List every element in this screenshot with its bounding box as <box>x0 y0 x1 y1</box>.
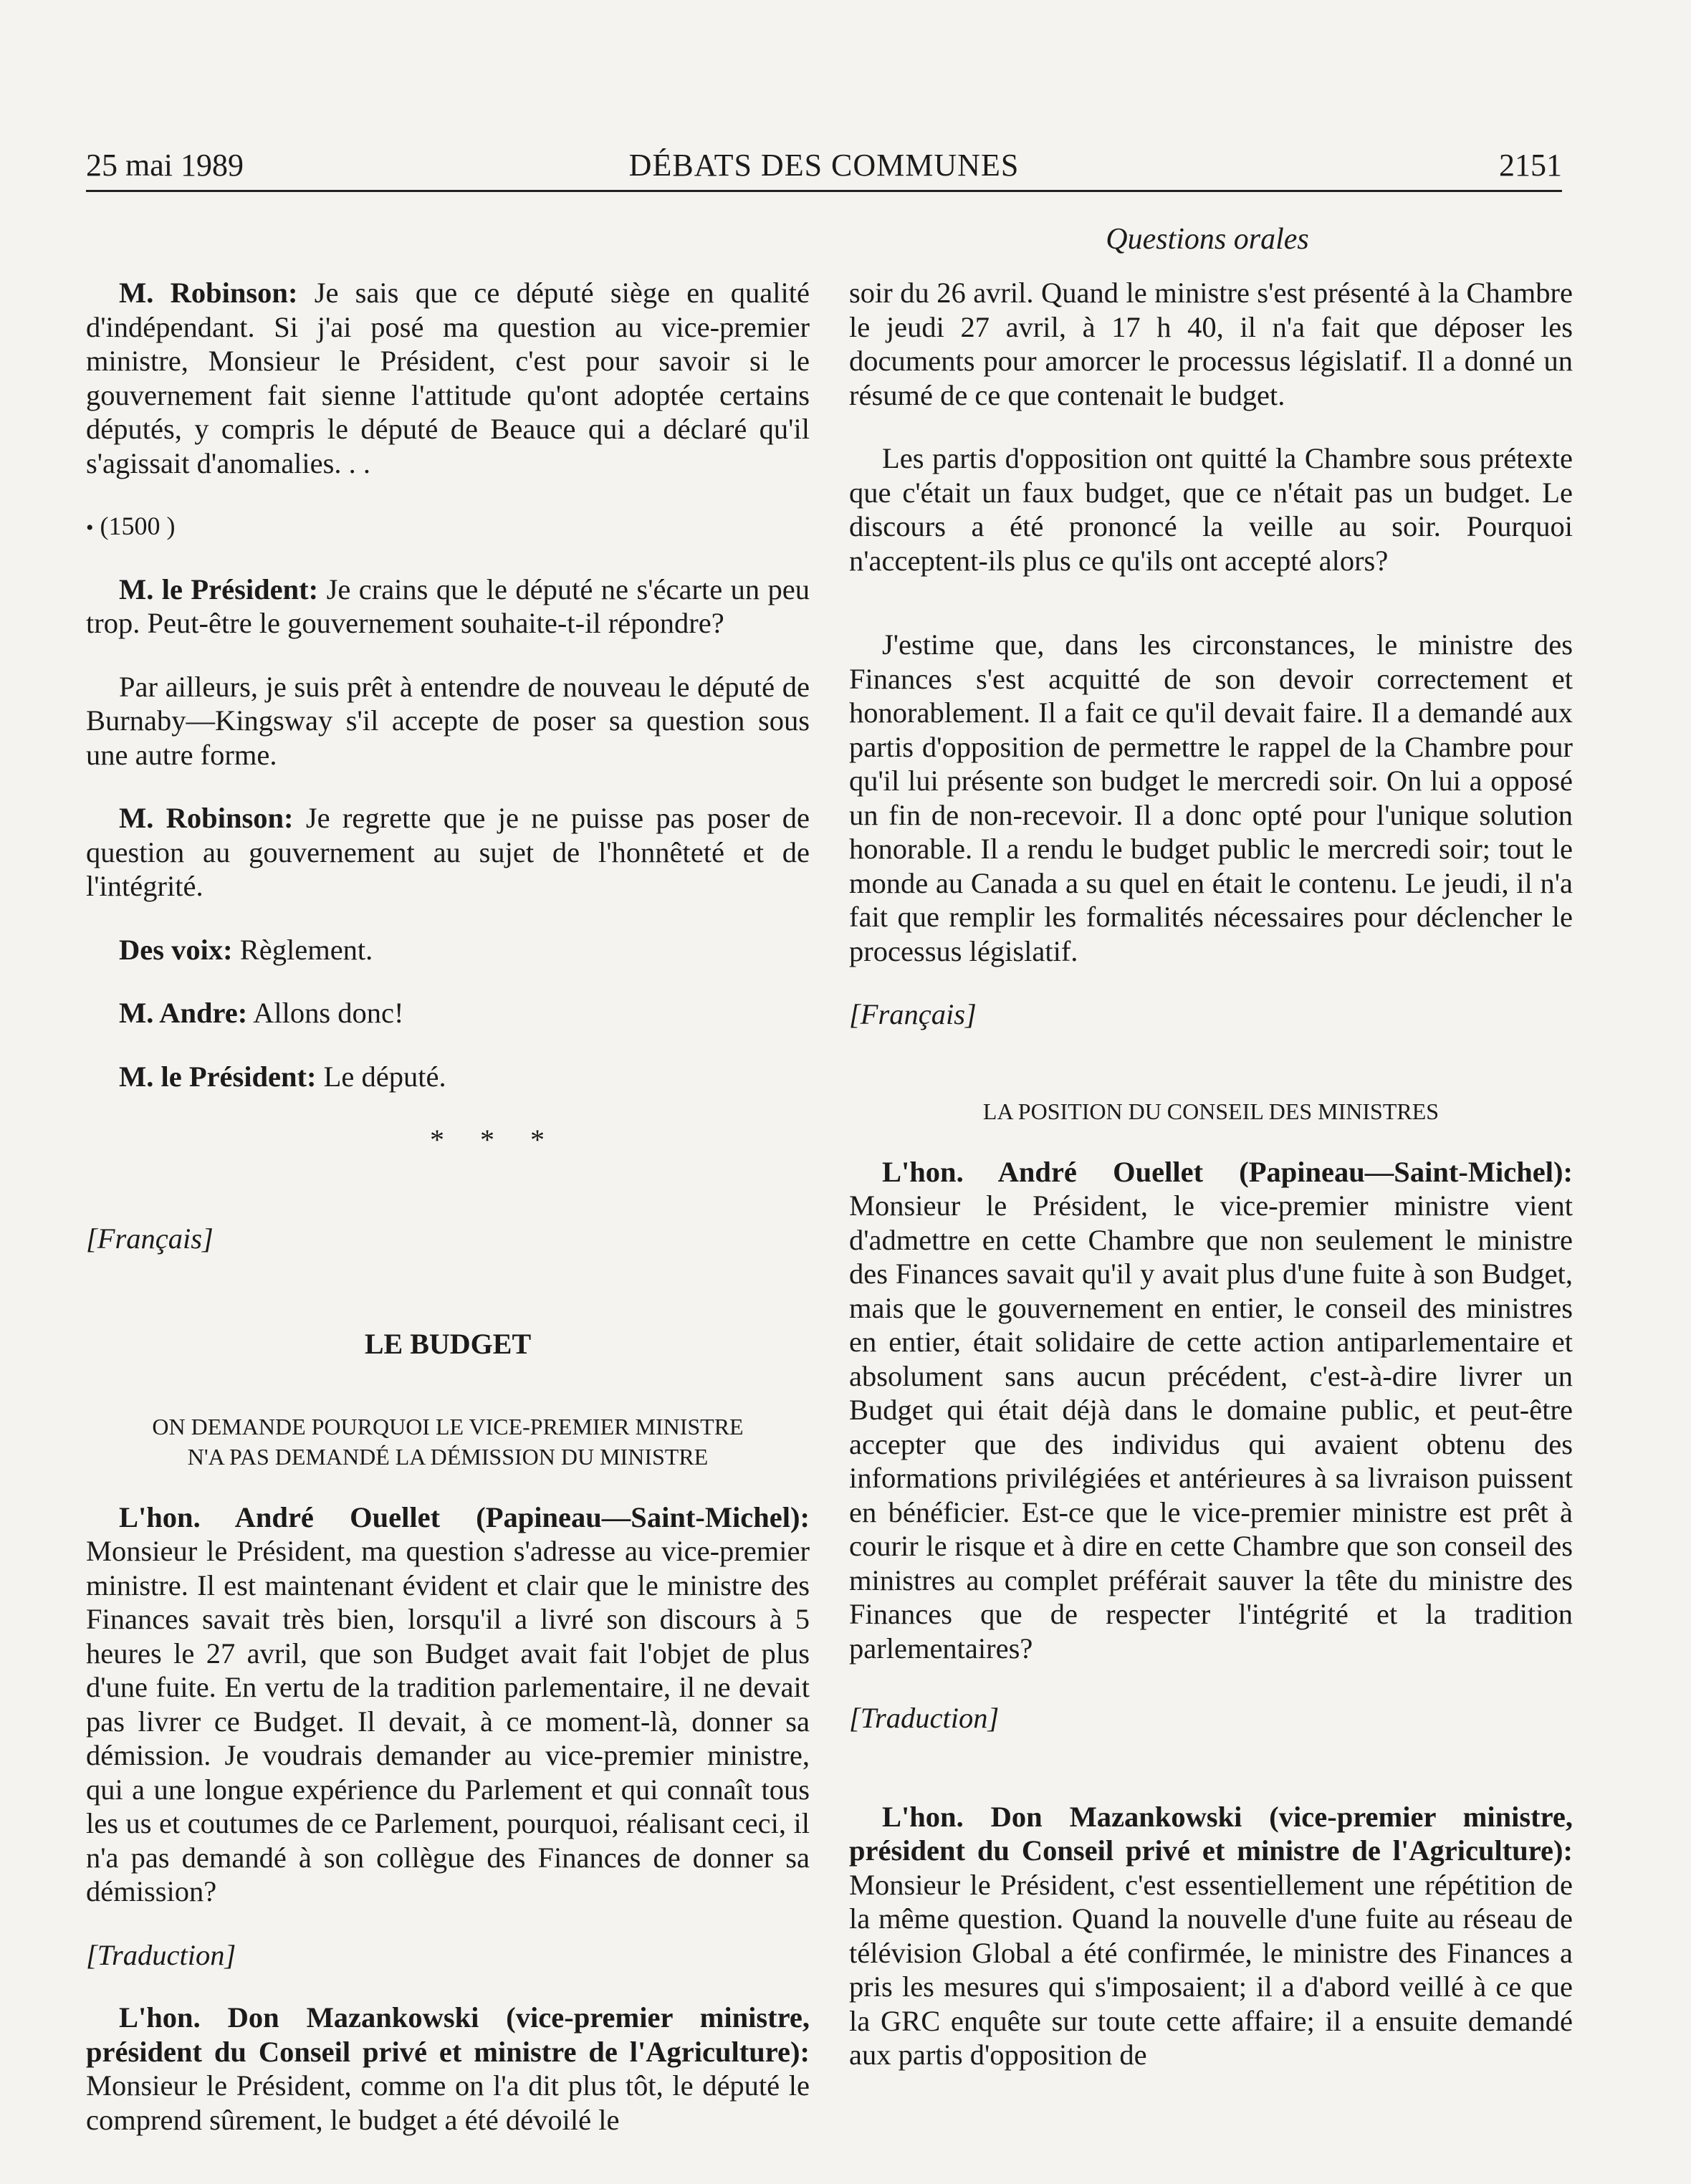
section-heading: LE BUDGET <box>364 1328 532 1360</box>
subheading <box>86 1412 810 1472</box>
paragraph: Par ailleurs, je suis prêt à entendre de nouveau le député de Burnaby—Kingsway s'il accepte de poser sa question sous une autre forme. <box>86 670 810 771</box>
time-marker <box>86 509 810 545</box>
speaker-name: M. Robinson: <box>119 802 294 834</box>
speech-text: Allons donc! <box>247 997 404 1029</box>
language-marker: [Français] <box>86 1222 214 1255</box>
right-column <box>849 276 1573 2102</box>
paragraph <box>86 933 810 967</box>
section-label: Questions orales <box>1106 223 1309 256</box>
paragraph: J'estime que, dans les circonstances, le ministre des Finances s'est acquitté de son devoir correctement et honorablement. Il a fait ce qu'il devait faire. Il a demandé aux partis d'opposition de permettre le rappel de la Chambre pour qu'il lui présente son budget le mercredi soir. On lui a opposé un fin de non-recevoir. Il a donc opté pour l'unique solution honorable. Il a rendu le budget public le mercredi soir; tout le monde au Canada a su quel en était le contenu. Le jeudi, il n'a fait que remplir les formalités nécessaires pour déclencher le processus législatif. <box>849 628 1573 967</box>
section-separator: * * * <box>430 1124 559 1156</box>
left-column <box>86 276 810 2166</box>
speaker-name: Des voix: <box>119 933 233 966</box>
header-page-number: 2151 <box>1499 148 1562 183</box>
language-marker: [Traduction] <box>849 1702 1000 1734</box>
speaker-name: L'hon. Don Mazankowski (vice-premier ministre, président du Conseil privé et ministre de l'Agriculture): <box>849 1800 1573 1867</box>
speaker-name: L'hon. André Ouellet (Papineau—Saint-Michel): <box>119 1500 810 1533</box>
paragraph <box>849 1800 1573 2072</box>
header-title: DÉBATS DES COMMUNES <box>628 148 1020 183</box>
language-marker: [Traduction] <box>86 1938 236 1971</box>
paragraph <box>86 1500 810 1909</box>
speech-text: Monsieur le Président, comme on l'a dit plus tôt, le député le comprend sûrement, le budget a été dévoilé le <box>86 2069 810 2136</box>
speech-text: Règlement. <box>232 933 373 966</box>
speech-text: Je regrette que je ne puisse pas poser de question au gouvernement au sujet de l'honnêteté et de l'intégrité. <box>86 802 810 902</box>
speaker-name: L'hon. Don Mazankowski (vice-premier ministre, président du Conseil privé et ministre de l'Agriculture): <box>86 2001 810 2068</box>
paragraph <box>86 573 810 641</box>
speaker-name: L'hon. André Ouellet (Papineau—Saint-Michel): <box>882 1155 1573 1188</box>
paragraph <box>86 996 810 1030</box>
paragraph: Les partis d'opposition ont quitté la Chambre sous prétexte que c'était un faux budget, que ce n'était pas un budget. Le discours a été prononcé la veille au soir. Pourquoi n'acceptent-ils plus ce qu'ils ont accepté alors? <box>849 442 1573 577</box>
paragraph <box>86 1060 810 1094</box>
paragraph <box>86 2001 810 2137</box>
header-date: 25 mai 1989 <box>86 148 244 183</box>
speaker-name: M. le Président: <box>119 1060 317 1093</box>
paragraph <box>849 1155 1573 1666</box>
speech-text: Monsieur le Président, ma question s'adresse au vice-premier ministre. Il est maintenant évident et clair que le ministre des Finances savait très bien, lorsqu'il a livré son discours à 5 heures le 27 avril, que son Budget avait fait l'objet de plus d'une fuite. En vertu de la tradition parlementaire, il ne devait pas livrer ce Budget. Il devait, à ce moment-là, donner sa démission. Je voudrais demander au vice-premier ministre, qui a une longue expérience du Parlement et qui connaît tous les us et coutumes de ce Parlement, pourquoi, réalisant ceci, il n'a pas demandé à son collègue des Finances de donner sa démission? <box>86 1535 810 1907</box>
bullet-icon: • <box>86 516 94 540</box>
speaker-name: M. Andre: <box>119 997 248 1029</box>
time-text: (1500 ) <box>100 512 176 540</box>
speech-text: Monsieur le Président, le vice-premier ministre vient d'admettre en cette Chambre que non seulement le ministre des Finances savait qu'il y avait plus d'une fuite à son Budget, mais que le gouvernement en entier, le conseil des ministres en entier, était solidaire de cette action antiparlementaire et absolument sans aucun précédent, c'est-à-dire livrer un Budget qui était déjà dans le domaine public, et peut-être accepter que des individus qui avaient obtenu des informations privilégiées et antérieures à sa livraison puissent en bénéficier. Est-ce que le vice-premier ministre est prêt à courir le risque et à dire en cette Chambre que son conseil des ministres au complet préférait sauver la tête du ministre des Finances que de respecter l'intégrité et la tradition parlementaires? <box>849 1189 1573 1665</box>
speaker-name: M. Robinson: <box>119 277 298 309</box>
paragraph <box>86 276 810 480</box>
subheading: LA POSITION DU CONSEIL DES MINISTRES <box>982 1098 1439 1124</box>
language-marker: [Français] <box>849 998 977 1030</box>
paragraph <box>86 801 810 904</box>
speech-text: Je sais que ce député siège en qualité d'indépendant. Si j'ai posé ma question au vice-premier ministre, Monsieur le Président, c'est pour savoir si le gouvernement fait sienne l'attitude qu'ont adoptée certains députés, y compris le député de Beauce qui a déclaré qu'il s'agissait d'anomalies. . . <box>86 277 810 479</box>
running-header <box>86 147 1562 192</box>
paragraph: soir du 26 avril. Quand le ministre s'est présenté à la Chambre le jeudi 27 avril, à 17 h 40, il n'a fait que déposer les documents pour amorcer le processus législatif. Il a donné un résumé de ce que contenait le budget. <box>849 277 1573 411</box>
speech-text: Je crains que le député ne s'écarte un peu trop. Peut-être le gouvernement souhaite-t-il répondre? <box>86 573 810 639</box>
subheading-line: N'A PAS DEMANDÉ LA DÉMISSION DU MINISTRE <box>187 1443 709 1470</box>
subheading-line: ON DEMANDE POURQUOI LE VICE-PREMIER MINISTRE <box>152 1413 744 1440</box>
speech-text: Monsieur le Président, c'est essentiellement une répétition de la même question. Quand la nouvelle d'une fuite au réseau de télévision Global a été confirmée, le ministre des Finances a pris les mesures qui s'imposaient; il a d'abord veillé à ce que la GRC enquête sur toute cette affaire; il a ensuite demandé aux partis d'opposition de <box>849 1868 1573 2071</box>
speaker-name: M. le Président: <box>119 573 319 605</box>
speech-text: Le député. <box>316 1060 446 1093</box>
